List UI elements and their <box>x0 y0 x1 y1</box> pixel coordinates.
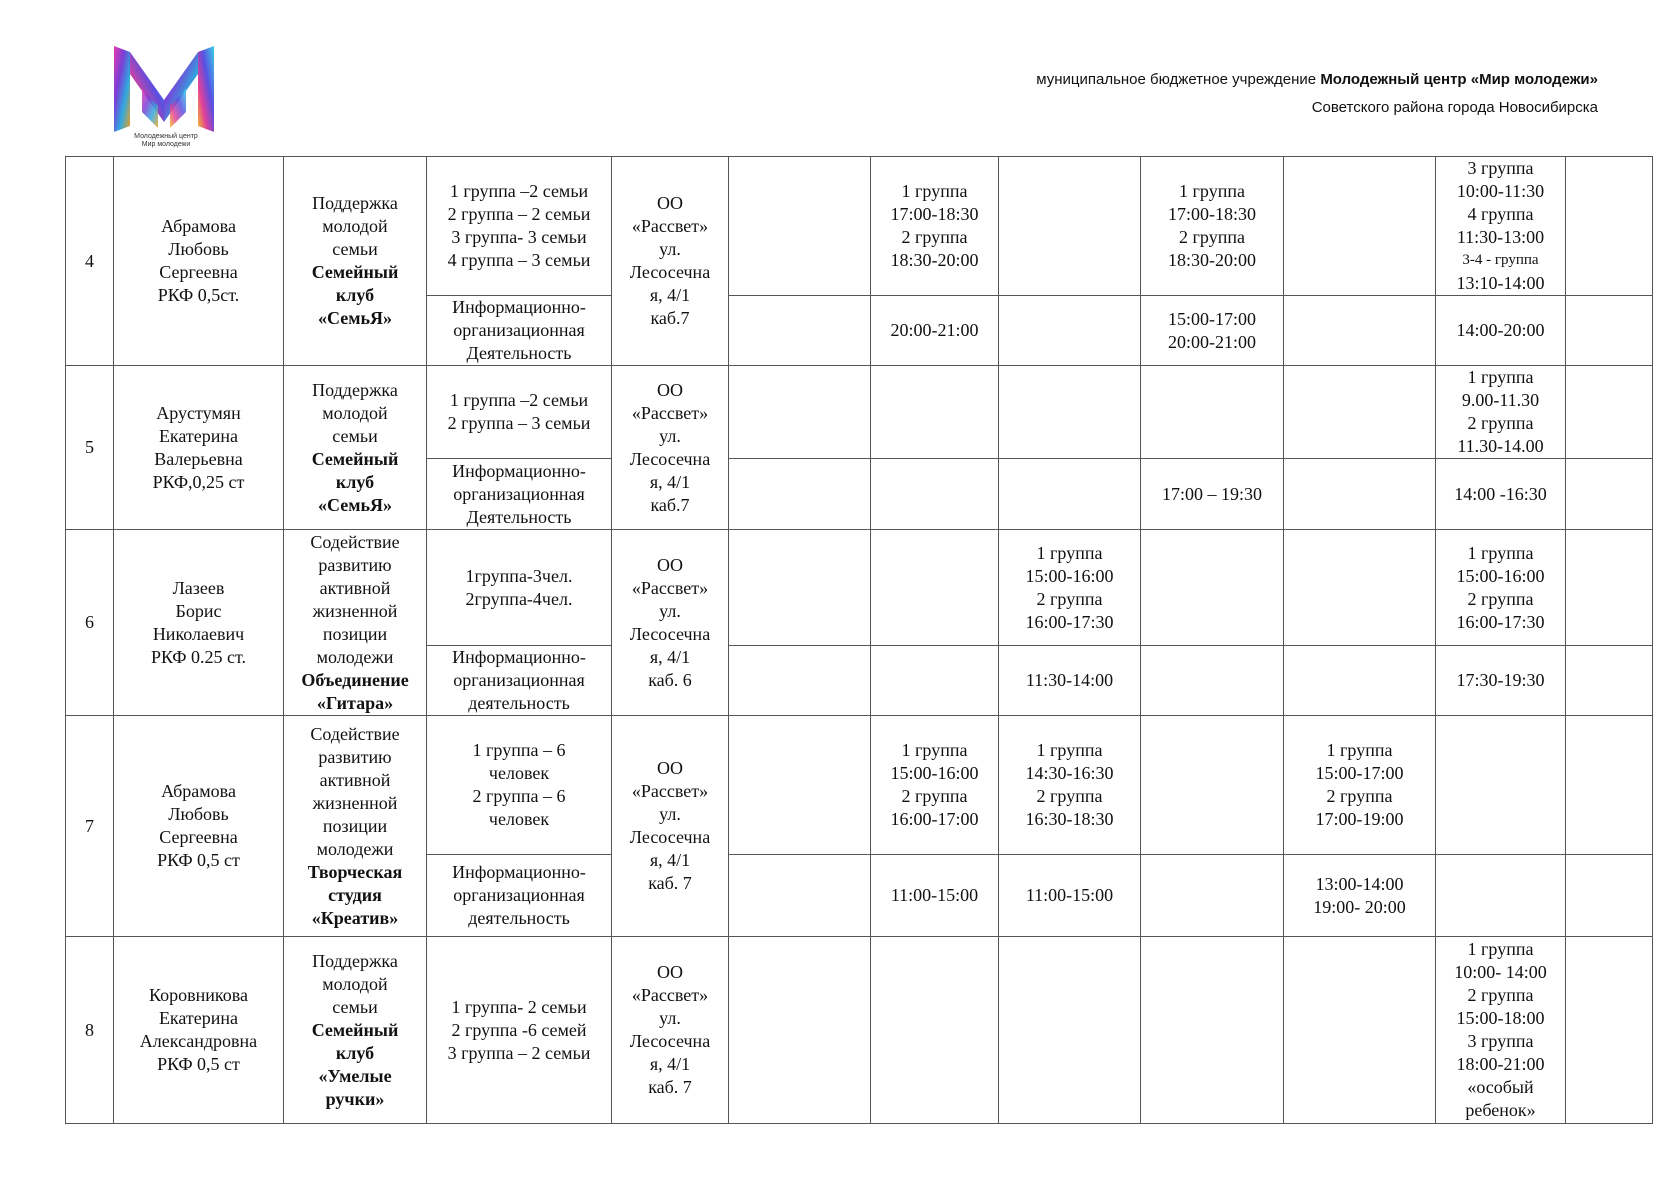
time-entry: 14:00-20:00 <box>1456 320 1545 340</box>
time-entry: 17:30-19:30 <box>1456 670 1545 690</box>
day-cell <box>871 157 999 296</box>
day-cell <box>871 366 999 459</box>
day-cell <box>1284 296 1436 366</box>
day-cell <box>999 157 1141 296</box>
text-line: Сергеевна <box>159 827 238 847</box>
text-line: Семейный <box>311 262 399 282</box>
activity-cell <box>427 296 612 366</box>
text-line: ручки» <box>325 1088 385 1109</box>
day-cell <box>1284 716 1436 855</box>
text-line: 2 группа -6 семей <box>451 1019 587 1040</box>
time-entry: 3-4 - группа <box>1462 252 1539 268</box>
day-cell <box>729 530 871 646</box>
day-cell <box>1436 937 1566 1124</box>
day-cell <box>729 855 871 937</box>
time-entry: 16:30-18:30 <box>1025 809 1114 829</box>
logo <box>112 42 220 150</box>
text-line: 4 группа – 3 семьи <box>447 250 591 270</box>
time-entry: 16:00-17:30 <box>1025 611 1114 632</box>
text-line: Любовь <box>168 239 229 259</box>
text-line: Валерьевна <box>154 448 243 469</box>
time-entry: 16:00-17:30 <box>1456 611 1545 632</box>
day-cell <box>1566 459 1653 530</box>
row-number: 6 <box>66 530 114 716</box>
day-cell <box>1436 157 1566 296</box>
day-cell <box>999 937 1141 1124</box>
text-line: «Рассвет» <box>631 985 709 1005</box>
text-line: каб. 7 <box>648 1077 692 1097</box>
time-entry: 3 группа <box>1467 158 1534 178</box>
text-line: студия <box>328 884 382 905</box>
time-entry: ребенок» <box>1465 1100 1536 1120</box>
place-cell <box>612 716 729 937</box>
text-line: 1 группа- 2 семьи <box>451 996 587 1017</box>
day-cell <box>1284 366 1436 459</box>
time-entry: 18:30-20:00 <box>1168 250 1256 270</box>
svg-text:Мир молодежи: Мир молодежи <box>141 141 191 148</box>
day-cell <box>1141 530 1284 646</box>
text-line: 2 группа – 6 <box>472 786 566 806</box>
text-line: Лесосечна <box>629 262 711 282</box>
day-cell <box>1436 530 1566 646</box>
svg-text:Молодежный центр: Молодежный центр <box>134 133 198 140</box>
page-header <box>1036 66 1598 122</box>
table-row <box>66 530 1653 646</box>
text-line: Коровникова <box>149 985 248 1005</box>
org-prefix: муниципальное бюджетное учреждение <box>1036 71 1317 88</box>
day-cell <box>999 366 1141 459</box>
time-entry: 11:00-15:00 <box>890 885 979 905</box>
day-cell <box>1436 855 1566 937</box>
text-line: я, 4/1 <box>649 285 691 305</box>
day-cell <box>729 366 871 459</box>
text-line: ОО <box>657 962 683 982</box>
text-line: молодой <box>322 216 388 236</box>
text-line: ул. <box>659 1008 681 1028</box>
table-row <box>66 366 1653 459</box>
text-line: Семейный <box>311 448 399 469</box>
text-line: каб.7 <box>650 308 690 328</box>
row-number: 4 <box>66 157 114 366</box>
day-cell <box>1141 459 1284 530</box>
text-line: молодой <box>322 402 388 423</box>
time-entry: 2 группа <box>901 786 968 806</box>
text-line: ОО <box>657 379 683 400</box>
person-cell <box>114 530 284 716</box>
text-line: «Умелые <box>318 1065 392 1086</box>
text-line: деятельность <box>468 908 570 928</box>
logo-mark-icon <box>112 42 220 150</box>
text-line: организационная <box>453 483 585 504</box>
time-entry: 2 группа <box>901 227 968 247</box>
text-line: Содействие <box>310 723 400 744</box>
time-entry: 10:00-11:30 <box>1456 181 1545 201</box>
row-number: 8 <box>66 937 114 1124</box>
person-cell <box>114 157 284 366</box>
time-entry: 2 группа <box>1467 588 1534 609</box>
time-entry: 1 группа <box>1467 367 1534 387</box>
time-entry: 1 группа <box>901 740 968 760</box>
text-line: активной <box>319 577 391 598</box>
text-line: Лазеев <box>172 577 225 598</box>
text-line: ул. <box>659 600 681 621</box>
text-line: РКФ 0,5ст. <box>157 285 240 305</box>
day-cell <box>871 530 999 646</box>
text-line: позиции <box>322 623 388 644</box>
table-row <box>66 937 1653 1124</box>
place-cell <box>612 530 729 716</box>
text-line: жизненной <box>312 792 398 813</box>
time-entry: 1 группа <box>1467 939 1534 959</box>
text-line: 1 группа – 6 <box>472 740 566 760</box>
groups-cell <box>427 366 612 459</box>
text-line: молодежи <box>316 838 394 859</box>
text-line: 3 группа – 2 семьи <box>447 1042 591 1063</box>
text-line: 1 группа –2 семьи <box>449 390 589 410</box>
text-line: Объединение <box>301 669 409 690</box>
time-entry: 18:00-21:00 <box>1456 1054 1545 1074</box>
time-entry: 11.30-14.00 <box>1457 436 1544 456</box>
text-line: семьи <box>332 239 378 259</box>
text-line: ул. <box>659 804 681 824</box>
day-cell <box>729 157 871 296</box>
text-line: «СемьЯ» <box>318 494 392 515</box>
day-cell <box>1141 855 1284 937</box>
text-line: ОО <box>657 193 683 213</box>
time-entry: 14:00 -16:30 <box>1454 483 1547 504</box>
text-line: деятельность <box>468 693 570 713</box>
text-line: Поддержка <box>312 950 398 971</box>
text-line: семьи <box>332 425 378 446</box>
person-cell <box>114 716 284 937</box>
day-cell <box>1284 855 1436 937</box>
time-entry: 1 группа <box>1036 542 1103 563</box>
text-line: Лесосечна <box>629 827 711 847</box>
text-line: Николаевич <box>152 623 245 644</box>
day-cell <box>1436 646 1566 716</box>
text-line: клуб <box>335 471 375 492</box>
day-cell <box>1284 530 1436 646</box>
time-entry: 20:00-21:00 <box>890 320 979 340</box>
text-line: Екатерина <box>158 1008 239 1028</box>
day-cell <box>729 459 871 530</box>
schedule-table <box>65 156 1653 1124</box>
time-entry: 2 группа <box>1036 786 1103 806</box>
time-entry: 17:00-18:30 <box>1168 204 1256 224</box>
time-entry: 3 группа <box>1467 1031 1534 1051</box>
table-row <box>66 157 1653 296</box>
text-line: жизненной <box>312 600 398 621</box>
day-cell <box>729 937 871 1124</box>
day-cell <box>1436 366 1566 459</box>
time-entry: 2 группа <box>1467 985 1534 1005</box>
day-cell <box>999 855 1141 937</box>
text-line: развитию <box>318 554 392 575</box>
day-cell <box>1141 646 1284 716</box>
day-cell <box>729 296 871 366</box>
day-cell <box>1566 530 1653 646</box>
day-cell <box>1284 937 1436 1124</box>
text-line: «Рассвет» <box>631 781 709 801</box>
time-entry: 20:00-21:00 <box>1168 331 1256 352</box>
text-line: я, 4/1 <box>649 850 691 870</box>
text-line: 2 группа – 2 семьи <box>447 204 591 224</box>
text-line: каб.7 <box>650 494 690 515</box>
time-entry: 2 группа <box>1179 227 1245 247</box>
text-line: молодежи <box>316 646 394 667</box>
text-line: 2группа-4чел. <box>465 588 573 609</box>
text-line: Екатерина <box>158 425 239 446</box>
day-cell <box>999 459 1141 530</box>
text-line: «Рассвет» <box>631 402 709 423</box>
org-title-line <box>1036 66 1598 94</box>
time-entry: 15:00-16:00 <box>1025 565 1114 586</box>
text-line: Абрамова <box>161 216 236 236</box>
text-line: «Гитара» <box>316 692 394 713</box>
text-line: я, 4/1 <box>649 1054 691 1074</box>
day-cell <box>1284 646 1436 716</box>
time-entry: 1 группа <box>1467 542 1534 563</box>
table-row <box>66 716 1653 855</box>
text-line: каб. 6 <box>648 669 692 690</box>
text-line: я, 4/1 <box>649 471 691 492</box>
day-cell <box>871 937 999 1124</box>
text-line: Лесосечна <box>629 448 711 469</box>
day-cell <box>1566 855 1653 937</box>
time-entry: 1 группа <box>1179 181 1245 201</box>
text-line: человек <box>488 763 550 783</box>
time-entry: 13:10-14:00 <box>1456 273 1545 293</box>
time-entry: «особый <box>1467 1077 1534 1097</box>
day-cell <box>1141 716 1284 855</box>
text-line: клуб <box>335 285 375 305</box>
time-entry: 17:00-18:30 <box>890 204 979 224</box>
time-entry: 18:30-20:00 <box>890 250 979 270</box>
text-line: организационная <box>453 670 585 690</box>
day-cell <box>1141 937 1284 1124</box>
row-number: 7 <box>66 716 114 937</box>
time-entry: 1 группа <box>1326 740 1393 760</box>
day-cell <box>1141 366 1284 459</box>
day-cell <box>871 296 999 366</box>
text-line: Поддержка <box>312 193 398 213</box>
time-entry: 9.00-11.30 <box>1461 390 1540 410</box>
day-cell <box>871 459 999 530</box>
day-cell <box>1566 646 1653 716</box>
text-line: развитию <box>318 746 392 767</box>
text-line: 3 группа- 3 семьи <box>451 227 587 247</box>
time-entry: 13:00-14:00 <box>1315 873 1404 894</box>
day-cell <box>871 646 999 716</box>
place-cell <box>612 366 729 530</box>
groups-cell <box>427 716 612 855</box>
org-name: Молодежный центр «Мир молодежи» <box>1320 71 1598 88</box>
day-cell <box>1566 716 1653 855</box>
time-entry: 2 группа <box>1036 588 1103 609</box>
activity-cell <box>427 646 612 716</box>
text-line: Деятельность <box>466 506 572 527</box>
text-line: 2 группа – 3 семьи <box>447 413 591 433</box>
day-cell <box>1284 459 1436 530</box>
day-cell <box>1566 157 1653 296</box>
day-cell <box>999 296 1141 366</box>
org-location: Советского района города Новосибирска <box>1311 99 1598 116</box>
text-line: ОО <box>657 758 683 778</box>
text-line: «Креатив» <box>311 907 399 928</box>
day-cell <box>1566 937 1653 1124</box>
groups-cell <box>427 937 612 1124</box>
text-line: ОО <box>657 554 683 575</box>
text-line: «Рассвет» <box>631 216 709 236</box>
time-entry: 2 группа <box>1326 786 1393 806</box>
place-cell <box>612 937 729 1124</box>
text-line: Творческая <box>307 861 403 882</box>
text-line: семьи <box>332 996 378 1017</box>
groups-cell <box>427 157 612 296</box>
text-line: Лесосечна <box>629 1031 711 1051</box>
direction-cell <box>284 937 427 1124</box>
day-cell <box>871 716 999 855</box>
text-line: активной <box>319 769 391 790</box>
text-line: РКФ 0,5 ст <box>157 850 240 870</box>
text-line: Поддержка <box>312 379 398 400</box>
text-line: Абрамова <box>161 781 236 801</box>
text-line: Информационно- <box>452 647 586 667</box>
time-entry: 4 группа <box>1467 204 1534 224</box>
time-entry: 11:30-14:00 <box>1025 670 1114 690</box>
time-entry: 16:00-17:00 <box>890 809 979 829</box>
groups-cell <box>427 530 612 646</box>
direction-cell <box>284 716 427 937</box>
text-line: РКФ 0,5 ст <box>157 1054 240 1074</box>
time-entry: 15:00-17:00 <box>1168 308 1256 329</box>
time-entry: 11:30-13:00 <box>1456 227 1545 247</box>
text-line: Деятельность <box>466 343 572 363</box>
day-cell <box>999 646 1141 716</box>
text-line: 1группа-3чел. <box>465 565 573 586</box>
text-line: 1 группа –2 семьи <box>449 181 589 201</box>
text-line: Любовь <box>168 804 229 824</box>
place-cell <box>612 157 729 366</box>
text-line: Александровна <box>139 1031 258 1051</box>
time-entry: 17:00 – 19:30 <box>1161 483 1262 504</box>
day-cell <box>871 855 999 937</box>
text-line: Информационно- <box>452 297 586 317</box>
text-line: Лесосечна <box>629 623 711 644</box>
time-entry: 15:00-18:00 <box>1456 1008 1545 1028</box>
day-cell <box>1436 459 1566 530</box>
text-line: каб. 7 <box>648 873 692 893</box>
text-line: РКФ 0.25 ст. <box>151 646 246 667</box>
day-cell <box>729 646 871 716</box>
text-line: человек <box>488 809 550 829</box>
text-line: «Рассвет» <box>631 577 709 598</box>
text-line: позиции <box>322 815 388 836</box>
time-entry: 1 группа <box>901 181 968 201</box>
time-entry: 2 группа <box>1467 413 1534 433</box>
text-line: организационная <box>453 885 585 905</box>
day-cell <box>1436 716 1566 855</box>
day-cell <box>1141 296 1284 366</box>
direction-cell <box>284 157 427 366</box>
schedule-table-body <box>66 157 1653 1124</box>
day-cell <box>1566 366 1653 459</box>
time-entry: 17:00-19:00 <box>1315 809 1404 829</box>
text-line: молодой <box>322 973 388 994</box>
text-line: РКФ,0,25 ст <box>152 471 245 492</box>
text-line: Содействие <box>310 531 400 552</box>
row-number: 5 <box>66 366 114 530</box>
text-line: «СемьЯ» <box>318 308 392 328</box>
text-line: ул. <box>659 239 681 259</box>
text-line: Информационно- <box>452 862 586 882</box>
activity-cell <box>427 459 612 530</box>
person-cell <box>114 937 284 1124</box>
direction-cell <box>284 530 427 716</box>
time-entry: 11:00-15:00 <box>1025 885 1114 905</box>
text-line: Информационно- <box>452 460 586 481</box>
day-cell <box>1141 157 1284 296</box>
text-line: я, 4/1 <box>649 646 691 667</box>
day-cell <box>999 716 1141 855</box>
time-entry: 15:00-16:00 <box>890 763 979 783</box>
text-line: Борис <box>175 600 222 621</box>
time-entry: 10:00- 14:00 <box>1454 962 1547 982</box>
text-line: Семейный <box>311 1019 399 1040</box>
text-line: Сергеевна <box>159 262 238 282</box>
time-entry: 15:00-17:00 <box>1315 763 1404 783</box>
time-entry: 19:00- 20:00 <box>1313 896 1406 917</box>
day-cell <box>1436 296 1566 366</box>
text-line: организационная <box>453 320 585 340</box>
time-entry: 15:00-16:00 <box>1456 565 1545 586</box>
person-cell <box>114 366 284 530</box>
day-cell <box>1566 296 1653 366</box>
text-line: клуб <box>335 1042 375 1063</box>
text-line: Арустумян <box>156 402 241 423</box>
direction-cell <box>284 366 427 530</box>
text-line: ул. <box>659 425 681 446</box>
day-cell <box>999 530 1141 646</box>
day-cell <box>1284 157 1436 296</box>
activity-cell <box>427 855 612 937</box>
time-entry: 14:30-16:30 <box>1025 763 1114 783</box>
time-entry: 1 группа <box>1036 740 1103 760</box>
day-cell <box>729 716 871 855</box>
